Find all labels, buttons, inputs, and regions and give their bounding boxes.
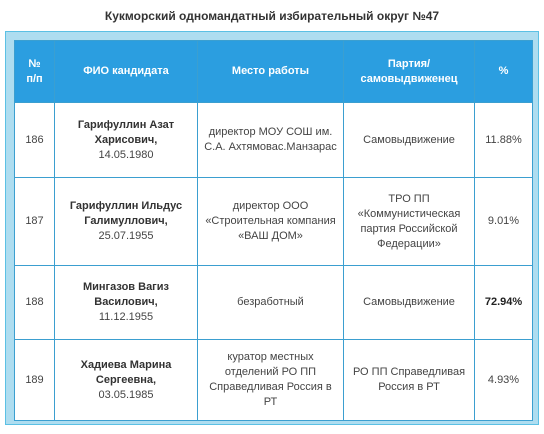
candidate-name-line2: Галимуллович, xyxy=(84,215,168,227)
candidate-name-line2: Харисович, xyxy=(94,133,158,146)
cell-candidate xyxy=(55,103,198,178)
cell-percent: 9.01% xyxy=(475,178,533,266)
party-line: ТРО ПП xyxy=(388,192,430,205)
candidate-birthdate: 14.05.1980 xyxy=(98,148,154,161)
cell-candidate xyxy=(55,340,198,421)
header-num-line1: № xyxy=(28,57,41,70)
workplace-line: Справедливая Россия в РТ xyxy=(209,381,332,408)
party-line: Самовыдвижение xyxy=(363,296,455,308)
cell-num: 187 xyxy=(15,178,55,266)
candidate-birthdate: 11.12.1955 xyxy=(98,311,154,323)
candidate-name-line1: Гарифуллин Азат xyxy=(77,118,175,131)
cell-num: 189 xyxy=(15,340,55,421)
cell-percent: 11.88% xyxy=(475,103,533,178)
table-header-row xyxy=(15,41,533,103)
cell-workplace xyxy=(198,178,344,266)
candidates-table xyxy=(14,40,533,421)
party-line: Россия в РТ xyxy=(378,381,440,393)
table-row xyxy=(15,340,533,421)
cell-candidate xyxy=(55,178,198,266)
candidate-birthdate: 25.07.1955 xyxy=(98,230,154,242)
table-row xyxy=(15,266,533,340)
header-num-line2: п/п xyxy=(26,72,43,85)
party-line: Самовыдвижение xyxy=(363,133,455,146)
party-line: «Коммунистическая xyxy=(357,207,461,220)
party-line: РО ПП Справедливая xyxy=(352,366,466,378)
table-row xyxy=(15,103,533,178)
candidate-name-line2: Василович, xyxy=(94,296,158,308)
workplace-line: директор ООО xyxy=(232,200,309,212)
workplace-line: директор МОУ СОШ им. xyxy=(208,126,333,138)
workplace-line: С.А. Ахтямовас.Манзарас xyxy=(204,141,337,153)
candidate-name-line1: Хадиева Марина xyxy=(80,358,172,371)
cell-percent: 4.93% xyxy=(475,340,533,421)
cell-party xyxy=(344,178,475,266)
cell-party xyxy=(344,266,475,340)
workplace-line: безработный xyxy=(237,296,304,308)
header-work: Место работы xyxy=(198,41,344,103)
table-row xyxy=(15,178,533,266)
party-line: партия Российской xyxy=(360,222,458,235)
header-party xyxy=(344,41,475,103)
workplace-line: «ВАШ ДОМ» xyxy=(238,230,303,242)
cell-percent: 72.94% xyxy=(475,266,533,340)
header-pct: % xyxy=(475,41,533,103)
header-num xyxy=(15,41,55,103)
page-title: Кукморский одномандатный избирательный округ №47 xyxy=(104,9,440,23)
cell-workplace xyxy=(198,266,344,340)
header-party-line2: самовыдвиженец xyxy=(360,72,458,85)
cell-party xyxy=(344,340,475,421)
results-table-frame xyxy=(5,31,539,425)
candidate-name-line2: Сергеевна, xyxy=(95,373,157,386)
workplace-line: куратор местных xyxy=(227,351,314,363)
candidate-birthdate: 03.05.1985 xyxy=(98,388,154,401)
workplace-line: отделений РО ПП xyxy=(224,366,317,378)
cell-num: 188 xyxy=(15,266,55,340)
cell-party xyxy=(344,103,475,178)
cell-candidate xyxy=(55,266,198,340)
candidate-name-line1: Гарифуллин Ильдус xyxy=(69,200,183,212)
header-party-line1: Партия/ xyxy=(387,57,431,70)
cell-workplace xyxy=(198,103,344,178)
workplace-line: «Строительная компания xyxy=(205,215,336,227)
cell-num: 186 xyxy=(15,103,55,178)
cell-workplace xyxy=(198,340,344,421)
candidate-name-line1: Мингазов Вагиз xyxy=(82,281,169,293)
party-line: Федерации» xyxy=(377,237,441,250)
header-name: ФИО кандидата xyxy=(55,41,198,103)
